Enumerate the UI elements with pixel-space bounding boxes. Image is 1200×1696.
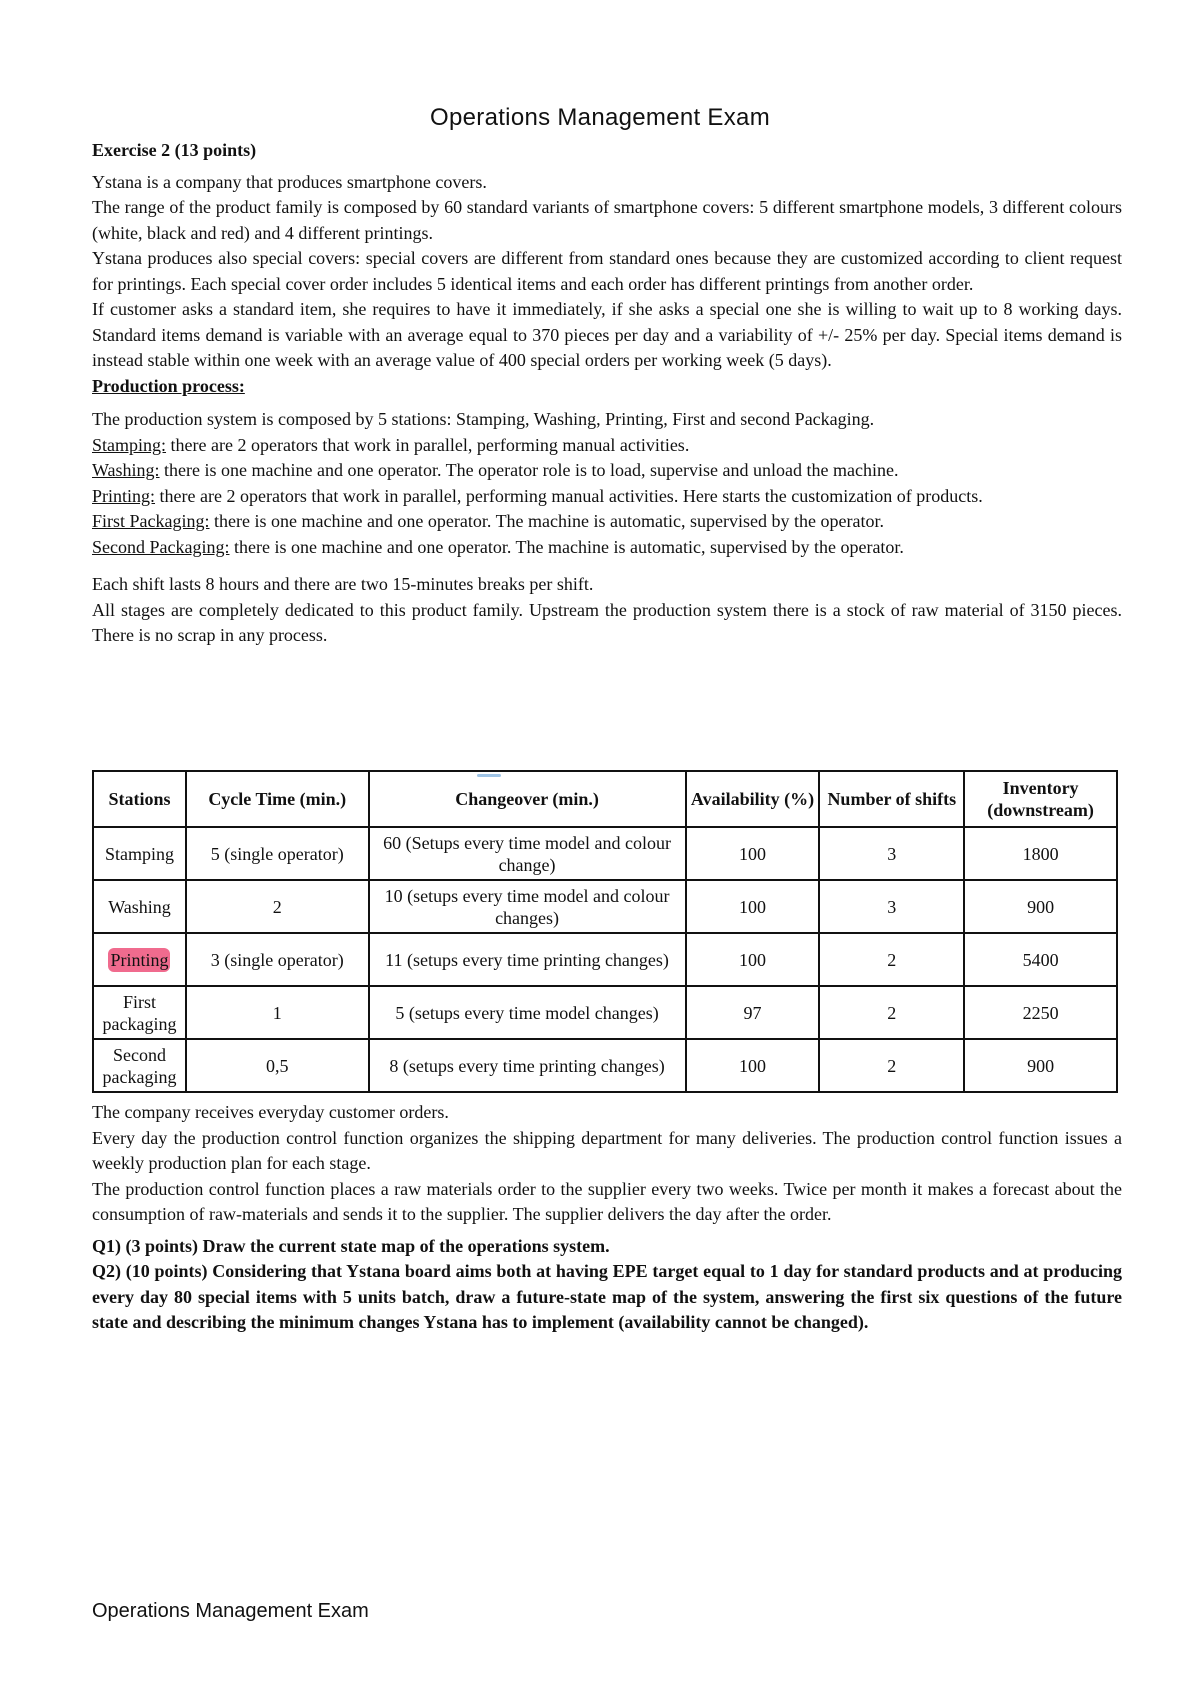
table-cell: 100 <box>686 1039 820 1092</box>
header-cell: Stations <box>93 771 186 827</box>
highlighted-station: Printing <box>110 949 169 970</box>
station-desc <box>92 433 1122 459</box>
table-cell: 5 (single operator) <box>186 827 369 880</box>
station-name: First Packaging: <box>92 511 210 531</box>
table-cell: 2250 <box>964 986 1117 1039</box>
station-text: there is one machine and one operator. The machine is automatic, supervised by the operator. <box>209 511 884 531</box>
table-cell: 3 <box>819 880 964 933</box>
station-desc <box>92 535 1122 561</box>
header-cell: Cycle Time (min.) <box>186 771 369 827</box>
table-cell: 100 <box>686 880 820 933</box>
table-cell: Stamping <box>93 827 186 880</box>
station-text: there is one machine and one operator. The operator role is to load, supervise and unload the machine. <box>159 460 899 480</box>
table-cell: 2 <box>819 1039 964 1092</box>
table-cell: 60 (Setups every time model and colour change) <box>369 827 686 880</box>
table-cell: 900 <box>964 1039 1117 1092</box>
table-row <box>93 933 1117 986</box>
table-cell: 2 <box>819 933 964 986</box>
table-cell: Second packaging <box>93 1039 186 1092</box>
exercise-heading: Exercise 2 (13 points) <box>92 140 257 160</box>
intro-paragraph: Ystana is a company that produces smartphone covers. <box>92 171 487 192</box>
production-intro: The production system is composed by 5 stations: Stamping, Washing, Printing, First and second Packaging. <box>92 409 875 429</box>
table-cell: 1 <box>186 986 369 1039</box>
intro-paragraph: Ystana produces also special covers: special covers are different from standard ones because they are customized according to client request for printings. Each special cover order includes 5 identical items and each order has different printings from another order. <box>92 248 1122 294</box>
dedicated-text: All stages are completely dedicated to this product family. Upstream the production system there is a stock of raw material of 3150 pieces. There is no scrap in any process. <box>92 599 1122 645</box>
header-cell: Number of shifts <box>819 771 964 827</box>
table-cell: 8 (setups every time printing changes) <box>369 1039 686 1092</box>
page-footer: Operations Management Exam <box>92 1600 369 1622</box>
info-paragraph: The company receives everyday customer orders. <box>92 1102 449 1122</box>
table-row <box>93 880 1117 933</box>
station-name: Stamping: <box>92 434 167 455</box>
table-header-row <box>93 771 1117 827</box>
question-2: Q2) (10 points) Considering that Ystana board aims both at having EPE target equal to 1 day for standard products and at producing every day 80 special items with 5 units batch, draw a future-state map of the system, answering the first six questions of the future state and describing the minimum changes Ystana has to implement (availability cannot be changed). <box>92 1261 1122 1332</box>
table-cell: 900 <box>964 880 1117 933</box>
header-cell: Inventory (downstream) <box>964 771 1117 827</box>
table-cell: 2 <box>186 880 369 933</box>
table-cell: 5400 <box>964 933 1117 986</box>
production-heading: Production process: <box>92 375 245 396</box>
table-cell: 100 <box>686 827 820 880</box>
table-cell: 0,5 <box>186 1039 369 1092</box>
table-cell: Washing <box>93 880 186 933</box>
exercise-body <box>92 138 1122 649</box>
station-name: Printing: <box>92 485 156 506</box>
header-cell: Availability (%) <box>686 771 820 827</box>
station-desc <box>92 509 1122 535</box>
after-table-section <box>92 1100 1122 1336</box>
table-cell: 3 (single operator) <box>186 933 369 986</box>
station-desc <box>92 484 1122 510</box>
station-desc <box>92 458 1122 484</box>
table-cell: 1800 <box>964 827 1117 880</box>
table-cell: 2 <box>819 986 964 1039</box>
intro-paragraph: If customer asks a standard item, she requires to have it immediately, if she asks a special one she is willing to wait up to 8 working days. Standard items demand is variable with an average equal to 370 pieces per day and a variability of +/- 25% per day. Special items demand is instead stable within one week with an average value of 400 special orders per working week (5 days). <box>92 299 1122 370</box>
header-cell: Changeover (min.) <box>369 771 686 827</box>
stations-table <box>92 770 1118 1093</box>
table-cell: 11 (setups every time printing changes) <box>369 933 686 986</box>
station-text: there is one machine and one operator. The machine is automatic, supervised by the operator. <box>229 536 904 557</box>
page-title: Operations Management Exam <box>430 104 770 131</box>
info-paragraph: Every day the production control function organizes the shipping department for many deliveries. The production control function issues a weekly production plan for each stage. <box>92 1127 1122 1173</box>
info-paragraph: The production control function places a raw materials order to the supplier every two weeks. Twice per month it makes a forecast about the consumption of raw-materials and sends it to the supplier. The supplier delivers the day after the order. <box>92 1178 1122 1224</box>
table-row <box>93 827 1117 880</box>
table-cell: First packaging <box>93 986 186 1039</box>
shift-text: Each shift lasts 8 hours and there are two 15-minutes breaks per shift. <box>92 574 594 594</box>
table-cell: 100 <box>686 933 820 986</box>
table-cell <box>93 933 186 986</box>
table-cell: 3 <box>819 827 964 880</box>
station-name: Second Packaging: <box>92 536 230 557</box>
table-cell: 5 (setups every time model changes) <box>369 986 686 1039</box>
table-row <box>93 986 1117 1039</box>
station-name: Washing: <box>92 460 160 480</box>
station-text: there are 2 operators that work in parallel, performing manual activities. <box>166 434 690 455</box>
table-cell: 97 <box>686 986 820 1039</box>
table-cell: 10 (setups every time model and colour changes) <box>369 880 686 933</box>
question-1: Q1) (3 points) Draw the current state map of the operations system. <box>92 1235 610 1256</box>
intro-paragraph: The range of the product family is composed by 60 standard variants of smartphone covers: 5 different smartphone models, 3 different colours (white, black and red) and 4 different printings. <box>92 197 1122 243</box>
station-text: there are 2 operators that work in parallel, performing manual activities. Here starts the customization of products. <box>155 485 983 506</box>
table-row <box>93 1039 1117 1092</box>
